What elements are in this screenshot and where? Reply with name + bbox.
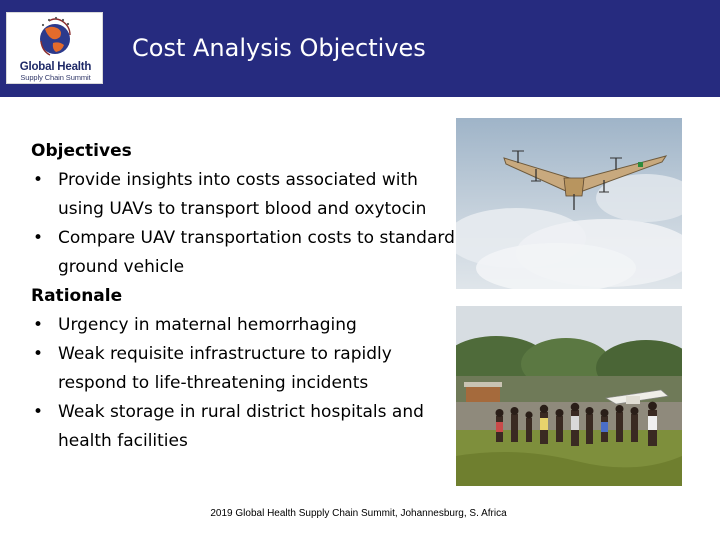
bullet-item	[31, 311, 461, 340]
rationale-text: Weak requisite infrastructure to rapidly respond to life-threatening incidents	[58, 344, 392, 393]
logo-text-line2: Supply Chain Summit	[20, 73, 91, 82]
bullet-glyph: •	[33, 228, 44, 248]
header-bar	[0, 0, 720, 97]
bullet-glyph: •	[33, 402, 44, 422]
logo-text-line1: Global Health	[19, 61, 92, 73]
content-text-block	[31, 137, 461, 456]
bullet-glyph: •	[33, 315, 44, 335]
bullet-item	[31, 398, 461, 456]
drone-in-sky-photo	[456, 118, 682, 289]
bullet-item	[31, 166, 461, 224]
children-and-drone-on-airfield-photo	[456, 306, 682, 486]
rationale-text: Urgency in maternal hemorrhaging	[58, 315, 357, 335]
bullet-item	[31, 340, 461, 398]
objectives-heading: Objectives	[31, 141, 132, 161]
summit-logo	[6, 12, 103, 84]
bullet-glyph: •	[33, 170, 44, 190]
slide-title: Cost Analysis Objectives	[132, 34, 426, 62]
objective-text: Compare UAV transportation costs to standard ground vehicle	[58, 228, 455, 277]
footer-caption: 2019 Global Health Supply Chain Summit, Johannesburg, S. Africa	[210, 508, 507, 519]
bullet-glyph: •	[33, 344, 44, 364]
globe-logo-icon	[7, 13, 103, 63]
rationale-text: Weak storage in rural district hospitals and health facilities	[58, 402, 424, 451]
rationale-heading: Rationale	[31, 286, 123, 306]
bullet-item	[31, 224, 461, 282]
objective-text: Provide insights into costs associated with using UAVs to transport blood and oxytocin	[58, 170, 427, 219]
